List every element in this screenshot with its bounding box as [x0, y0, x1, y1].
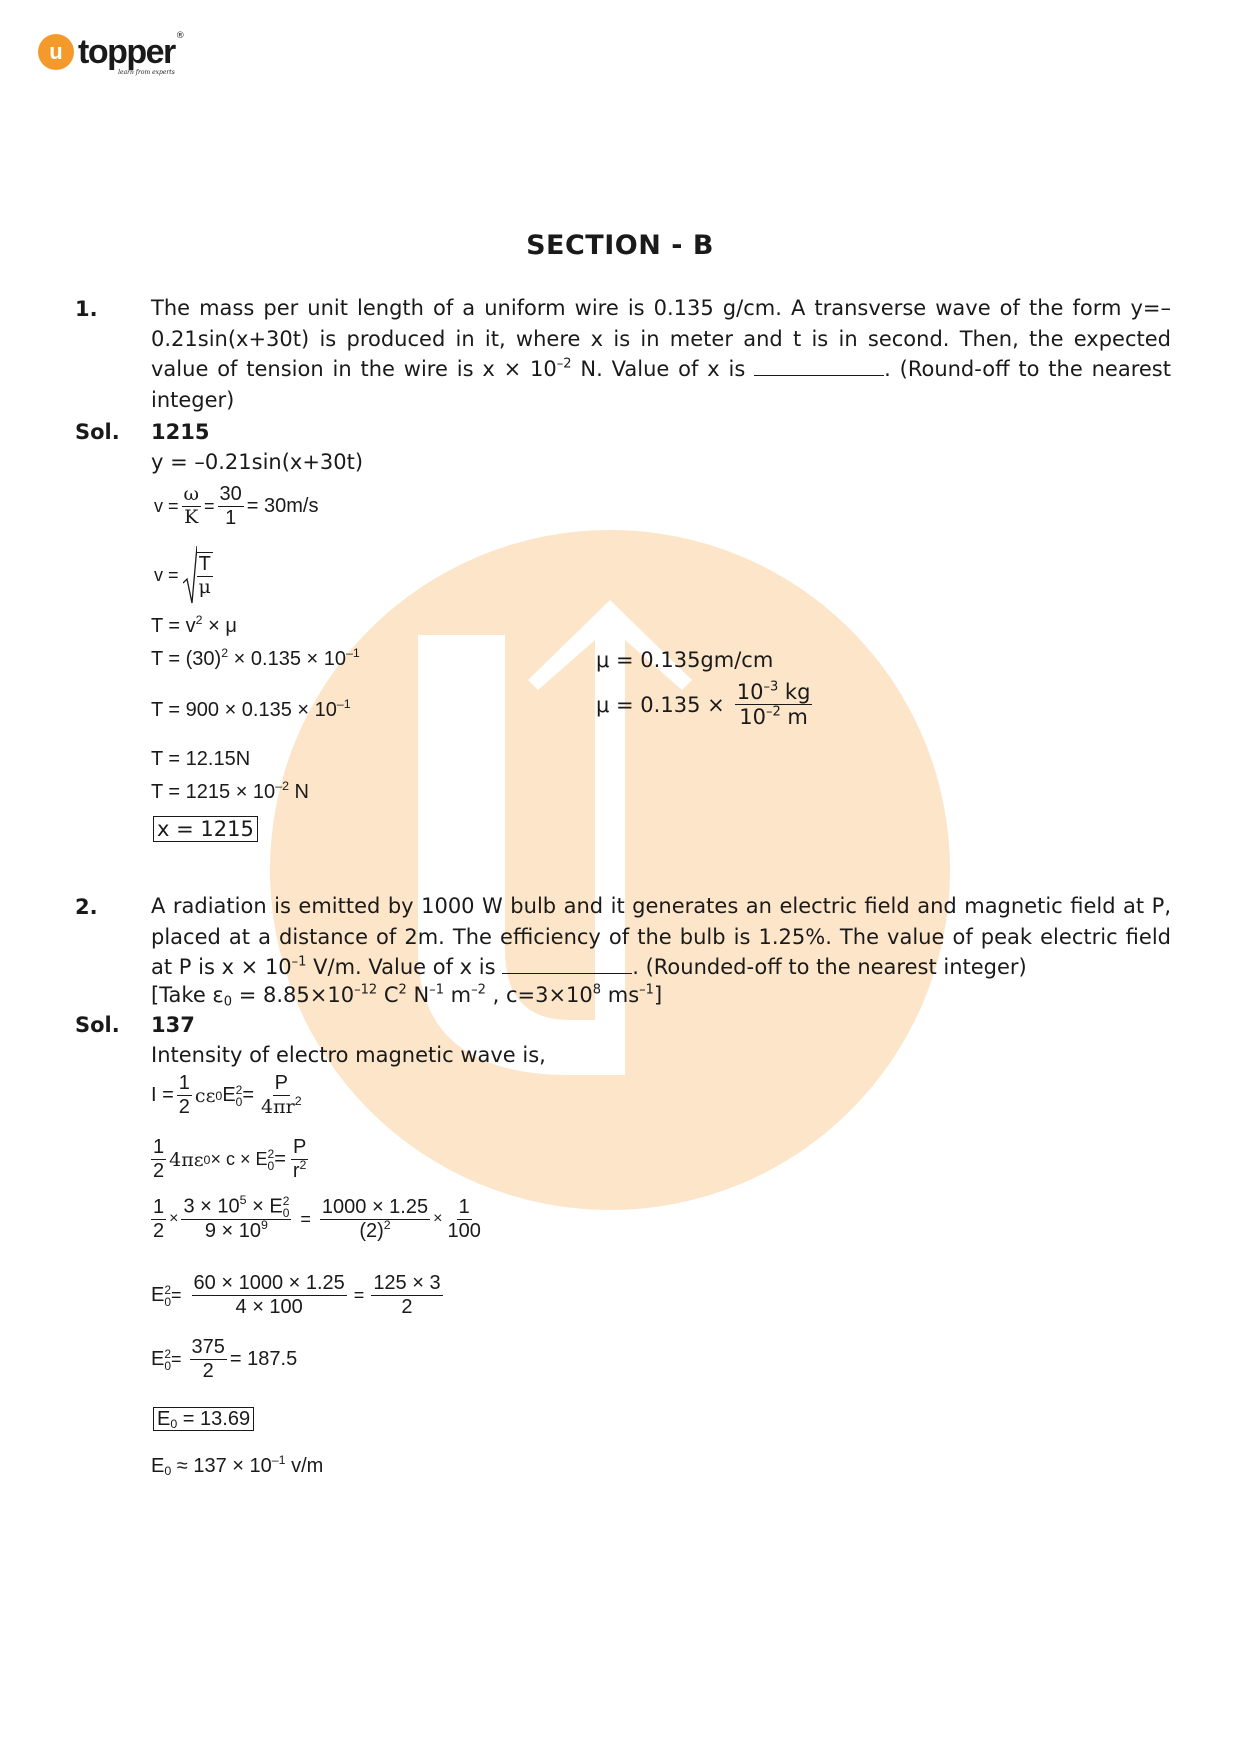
- sol1-step-tension-mult: $T = 900 \times 0.135 \times 10^{-1}$: [151, 696, 351, 721]
- answer-blank: [754, 357, 884, 376]
- sol1-step-tension-formula: $T = v^2 \times \mu$: [151, 612, 237, 637]
- solution-2-label: Sol.: [75, 1013, 120, 1037]
- sqrt-icon: [183, 545, 197, 605]
- sol1-step-tension-scaled: $T = 1215 \times 10^{-2}$ N: [151, 778, 309, 803]
- sol1-step-tension-result: T = 12.15N: [151, 748, 251, 770]
- question-2-constants: [Take $\varepsilon_0 = 8.85\times 10^{-12}$ $C^2$ $N^{-1}$ $m^{-2}$ , $c=3\times 10^8$ $ms^{-1}$]: [151, 982, 663, 1010]
- watermark-logo: [270, 530, 950, 1210]
- sol1-step-tension-sub: $T = (30)^2 \times 0.135 \times 10^{-1}$: [151, 645, 360, 670]
- logo-circle-icon: [38, 34, 74, 70]
- solution-1-label: Sol.: [75, 420, 120, 444]
- sol1-step-wave: y = –0.21sin(x+30t): [151, 450, 364, 474]
- sol2-eq-substitution: $\frac{1}{2}$ 4πε 0 × c × E 2 0 = $\frac{P}{r^2}$: [153, 1136, 307, 1182]
- sol2-eq-numeric: $\frac{1}{2}$ × $3 \times 10^5 \times E$ 2 0 $9 \times 10^9$ = $\frac{1000 \times 1.25}{(2)^2}$ × $\frac{1}{100}$: [153, 1193, 481, 1242]
- logo-registered: ®: [175, 30, 185, 41]
- logo: [38, 30, 185, 76]
- question-2-text: A radiation is emitted by 1000 W bulb and it generates an electric field and magnetic field at P, placed at a distance of 2m. The efficiency of the bulb is 1.25%. The value of peak electric field at P is $x \times 10^{-1}$ V/m. Value of x is . (Rounded-off to the nearest integer): [151, 894, 1171, 979]
- sol1-step-velocity: v = $\frac{\omega}{K}$ = $\frac{30}{1}$ = 30m/s: [154, 483, 319, 529]
- sol1-final-answer-box: x = 1215: [153, 817, 258, 841]
- solution-2-answer: 137: [151, 1013, 195, 1037]
- section-title: SECTION - B: [526, 230, 714, 261]
- question-1-number: 1.: [75, 297, 98, 321]
- logo-brand: topper: [78, 32, 175, 71]
- question-2-number: 2.: [75, 895, 98, 919]
- sol2-eq-intensity: I = $\frac{1}{2}$ cε 0 E 2 0 = $\frac{P}{4\pi r^2}$: [151, 1072, 302, 1118]
- question-1-text: The mass per unit length of a uniform wire is 0.135 g/cm. A transverse wave of the form y=–0.21sin(x+30t) is produced in it, where x is in meter and t is in second. Then, the expected value of tension in the wire is $x \times 10^{-2}$ N. Value of x is . (Round-off to the nearest integer): [151, 296, 1171, 412]
- sol1-mu-converted: μ = 0.135 × $\frac{10^{-3} kg}{10^{-2} m}$: [596, 679, 811, 730]
- solution-1-answer: 1215: [151, 420, 210, 444]
- sol2-intro: Intensity of electro magnetic wave is,: [151, 1043, 546, 1067]
- logo-letter: u: [49, 39, 63, 64]
- answer-blank: [502, 955, 632, 974]
- sol2-eq-e0-squared: E 2 0 = $\frac{60 \times 1000 \times 1.25}{4 \times 100}$ = $\frac{125 \times 3}{2}$: [151, 1272, 441, 1318]
- logo-tagline: learn from experts: [118, 68, 175, 76]
- sol2-eq-e0-squared-value: E 2 0 = $\frac{375}{2}$ = 187.5: [151, 1336, 298, 1382]
- sol1-mu-given: μ = 0.135gm/cm: [596, 648, 774, 672]
- sol1-step-velocity-root: v = $\frac{T}{\mu}$: [154, 545, 213, 605]
- sol2-e0-boxed: $E_0 = 13.69$: [153, 1408, 254, 1431]
- sol2-e0-final: $E_0 \approx 137 \times 10^{-1}$ v/m: [151, 1452, 324, 1479]
